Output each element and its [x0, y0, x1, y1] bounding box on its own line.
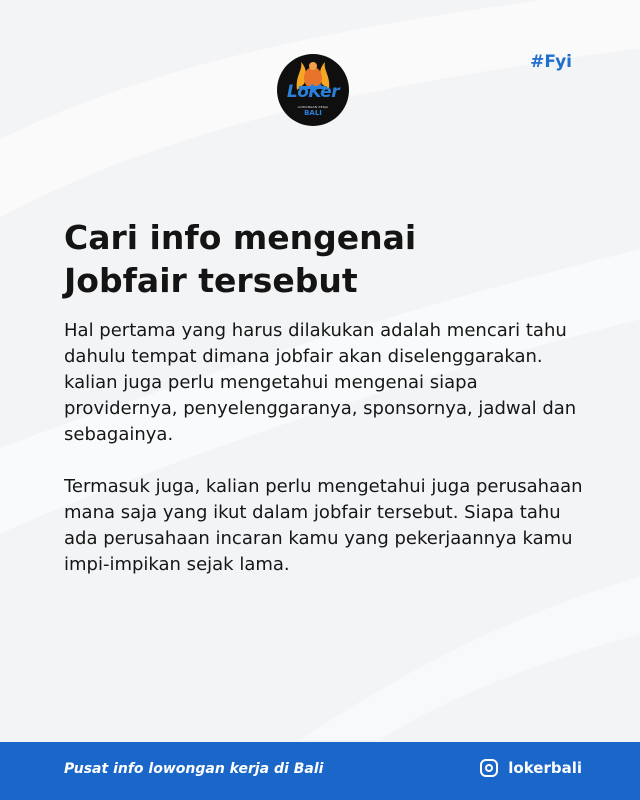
logo-word: LoKer: [286, 82, 340, 102]
title-line-1: Cari info mengenai: [64, 218, 417, 257]
paragraph: Hal pertama yang harus dilakukan adalah mencari tahu dahulu tempat dimana jobfair akan diselenggarakan. kalian juga perlu mengetahui mengenai siapa providernya, penyelenggaranya, sponsornya, jadwal dan sebagainya.: [64, 320, 577, 445]
footer-bar: [0, 742, 640, 800]
title-line-2: Jobfair tersebut: [64, 261, 358, 300]
footer-tagline: Pusat info lowongan kerja di Bali: [64, 761, 324, 777]
body-text: [64, 318, 584, 604]
paragraph: Termasuk juga, kalian perlu mengetahui juga perusahaan mana saja yang ikut dalam jobfair tersebut. Siapa tahu ada perusahaan incaran kamu yang pekerjaannya kamu impi-impikan sejak lama.: [64, 476, 583, 575]
logo-region: BALI: [304, 109, 322, 117]
loker-bali-logo: [277, 54, 349, 126]
instagram-link[interactable]: [480, 759, 582, 777]
instagram-handle: lokerbali: [508, 759, 582, 777]
instagram-icon: [480, 759, 498, 777]
logo-subtitle: LOWONGAN KERJA: [297, 105, 329, 109]
hashtag: #Fyi: [530, 52, 572, 72]
page-title: [64, 216, 584, 302]
